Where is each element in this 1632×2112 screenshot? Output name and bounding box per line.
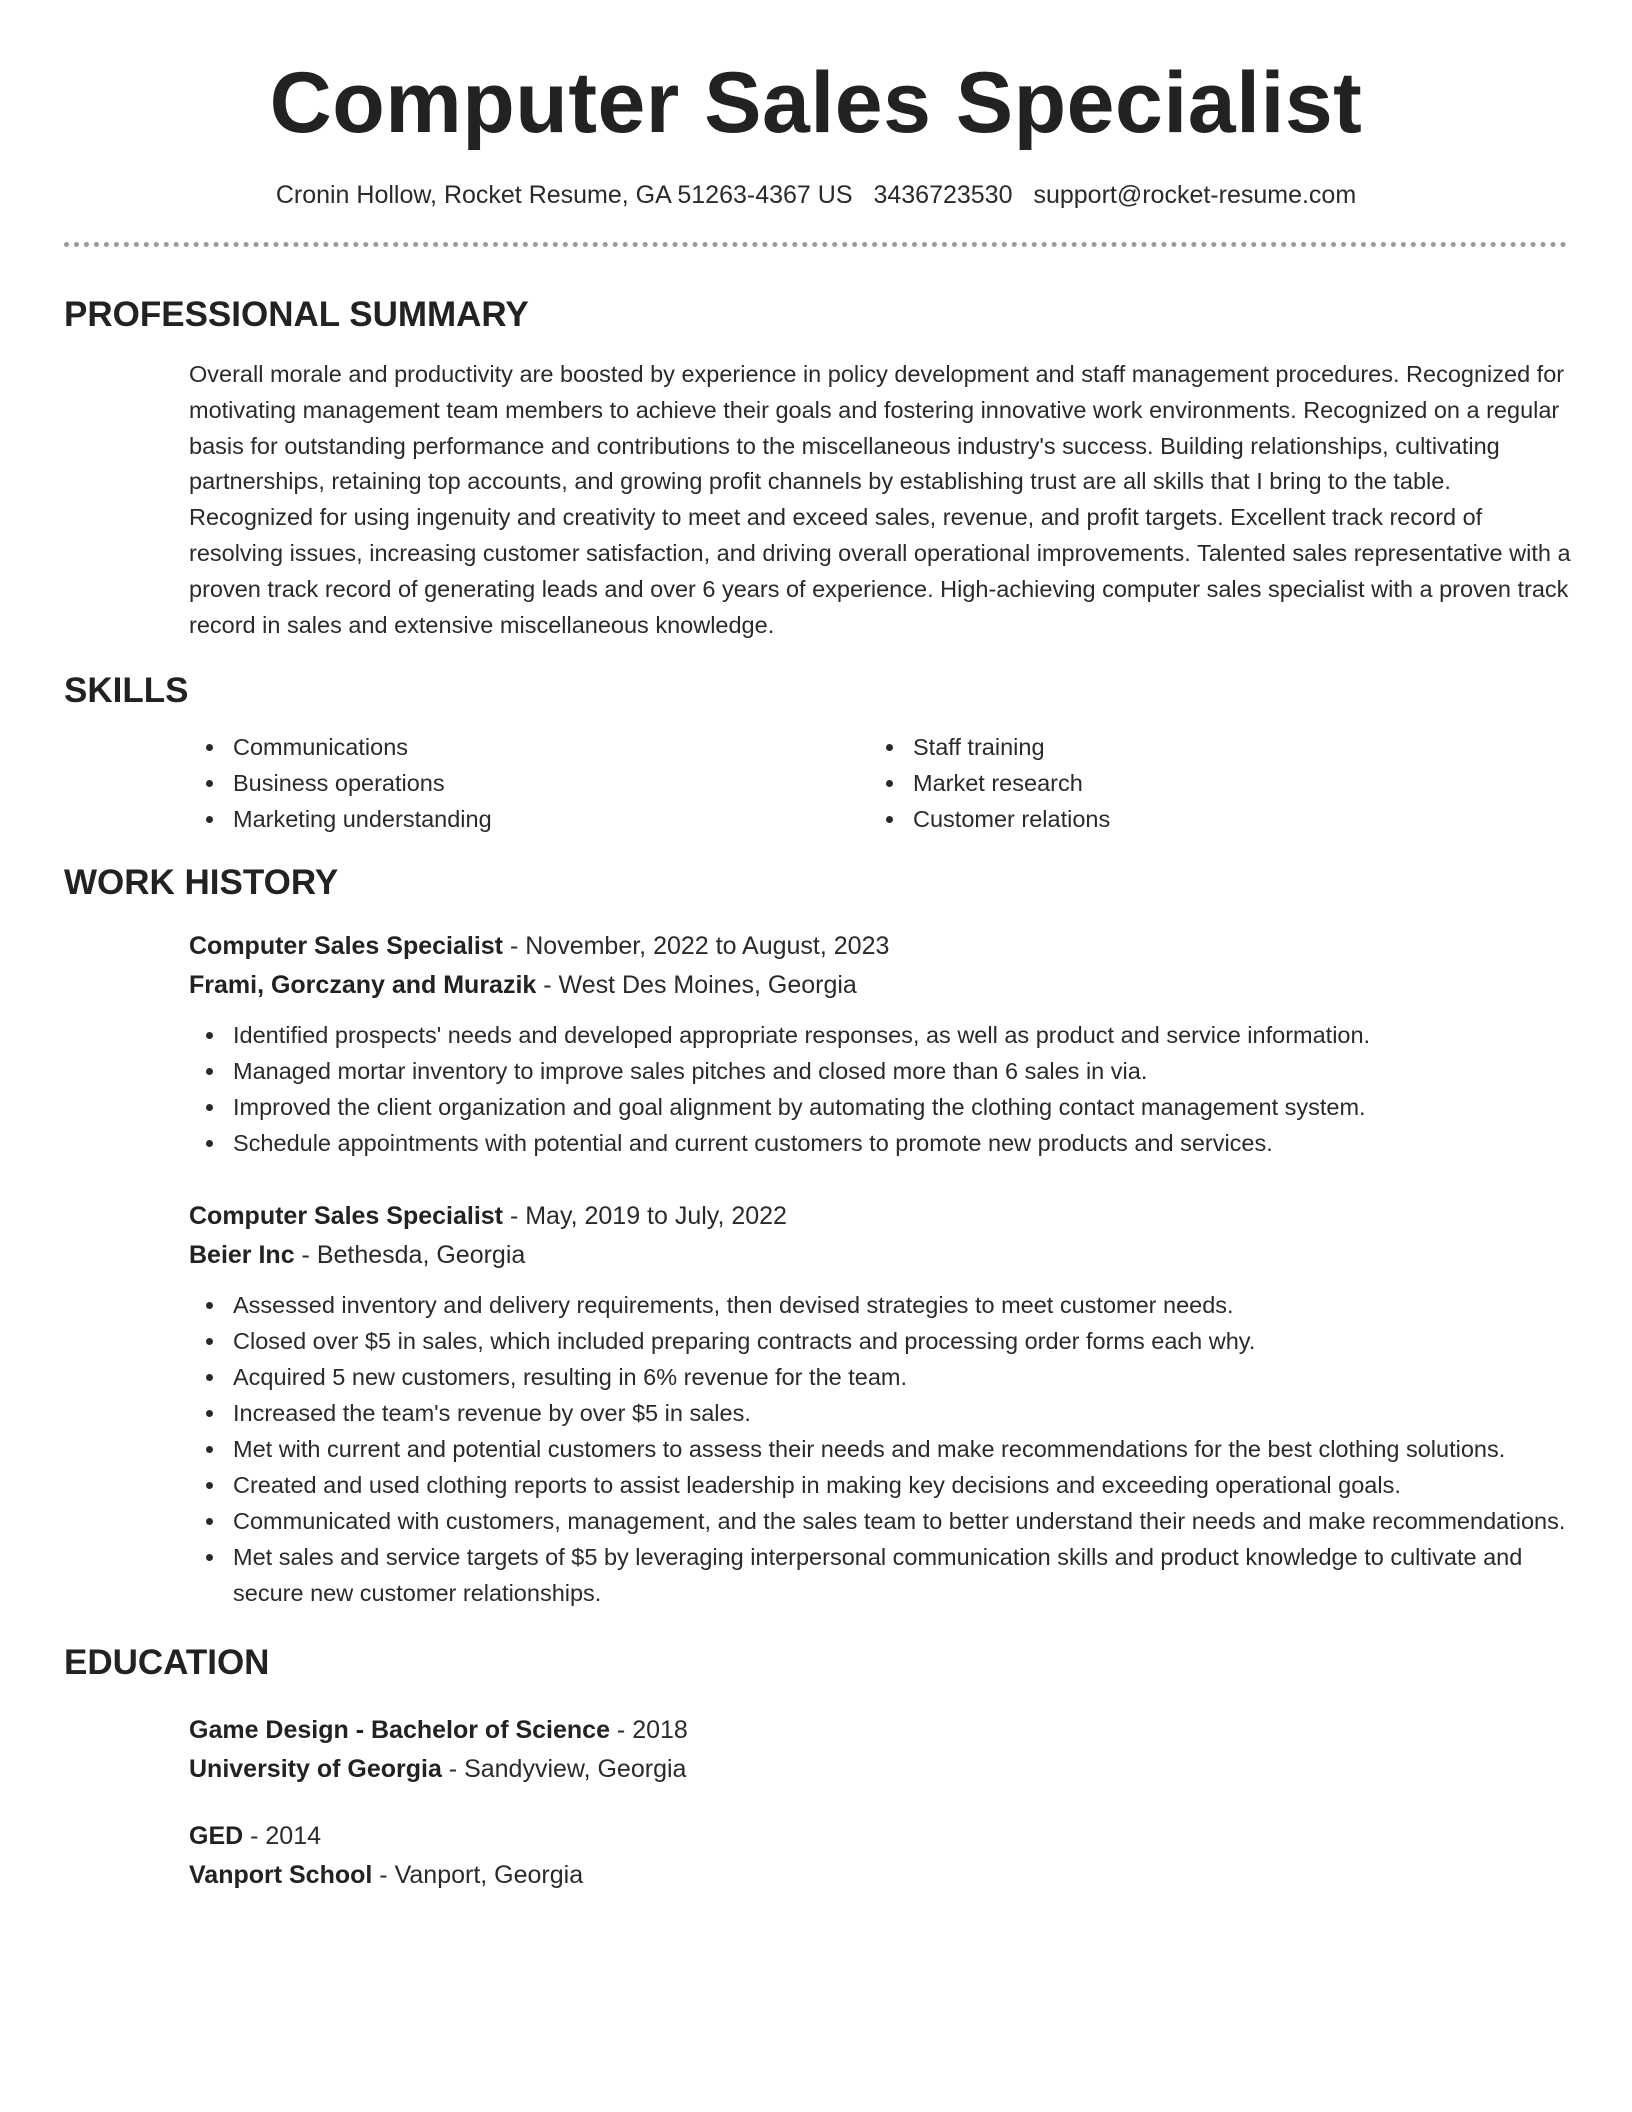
job-dates: - November, 2022 to August, 2023 xyxy=(503,932,890,961)
education-school: University of Georgia xyxy=(189,1755,442,1784)
job-bullet: Increased the team's revenue by over $5 in sales. xyxy=(189,1395,1579,1431)
education-entry xyxy=(189,1711,1568,1789)
job-company: Beier Inc xyxy=(189,1241,295,1270)
job-bullets xyxy=(189,1017,1579,1161)
education-degree-line xyxy=(189,1711,1568,1750)
skills-column-right xyxy=(869,729,1549,837)
job-bullet: Created and used clothing reports to assist leadership in making key decisions and exceeding operational goals. xyxy=(189,1467,1579,1503)
work-history-heading: WORK HISTORY xyxy=(64,863,339,903)
job-bullet: Improved the client organization and goal alignment by automating the clothing contact management system. xyxy=(189,1089,1579,1125)
job-bullet: Identified prospects' needs and developed appropriate responses, as well as product and service information. xyxy=(189,1017,1579,1053)
contact-address: Cronin Hollow, Rocket Resume, GA 51263-4367 US xyxy=(275,181,853,209)
summary-section xyxy=(64,293,1571,643)
job-role: Computer Sales Specialist xyxy=(189,932,504,961)
skills-list-left xyxy=(189,729,869,837)
job-location: - West Des Moines, Georgia xyxy=(536,971,857,1000)
job-bullet: Acquired 5 new customers, resulting in 6% revenue for the team. xyxy=(189,1359,1579,1395)
education-degree-line xyxy=(189,1817,1568,1856)
job-location: - Bethesda, Georgia xyxy=(294,1241,526,1270)
education-heading: EDUCATION xyxy=(64,1643,270,1683)
contact-email: support@rocket-resume.com xyxy=(1033,181,1357,209)
education-year: - 2014 xyxy=(243,1822,322,1851)
education-section xyxy=(64,1641,1568,1895)
job-company-line xyxy=(189,966,1579,1005)
skill-item: Market research xyxy=(869,765,1549,801)
skill-item: Business operations xyxy=(189,765,869,801)
job-title-line xyxy=(189,1197,1579,1236)
summary-heading: PROFESSIONAL SUMMARY xyxy=(64,295,529,334)
job-bullet: Assessed inventory and delivery requirements, then devised strategies to meet customer needs. xyxy=(189,1287,1579,1323)
education-location: - Sandyview, Georgia xyxy=(441,1755,687,1784)
summary-text: Overall morale and productivity are boosted by experience in policy development and staff management procedures. Recognized for motivating management team members to achieve their goals and fostering innovative work environments. Recognized on a regular basis for outstanding performance and contributions to the miscellaneous industry's success. Building relationships, cultivating partnerships, retaining top accounts, and growing profit channels by establishing trust are all skills that I bring to the table. Recognized for using ingenuity and creativity to meet and exceed sales, revenue, and profit targets. Excellent track record of resolving issues, increasing customer satisfaction, and driving overall operational improvements. Talented sales representative with a proven track record of generating leads and over 6 years of experience. High-achieving computer sales specialist with a proven track record in sales and extensive miscellaneous knowledge. xyxy=(189,361,1571,638)
education-degree: GED xyxy=(189,1822,244,1851)
skills-grid xyxy=(189,729,1569,837)
education-location: - Vanport, Georgia xyxy=(372,1861,584,1890)
job-bullet: Communicated with customers, management, and the sales team to better understand their needs and make recommendations. xyxy=(189,1503,1579,1539)
skills-section xyxy=(64,669,1568,837)
education-year: - 2018 xyxy=(609,1716,688,1745)
resume-name-title: Computer Sales Specialist xyxy=(269,55,1363,151)
skill-item: Customer relations xyxy=(869,801,1549,837)
job-bullet: Closed over $5 in sales, which included preparing contracts and processing order forms each why. xyxy=(189,1323,1579,1359)
job-entry xyxy=(189,1197,1579,1611)
job-bullets xyxy=(189,1287,1579,1611)
education-entry xyxy=(189,1817,1568,1895)
education-degree: Game Design - Bachelor of Science xyxy=(189,1716,610,1745)
education-school: Vanport School xyxy=(189,1861,373,1890)
job-title-line xyxy=(189,927,1579,966)
job-bullet: Managed mortar inventory to improve sales pitches and closed more than 6 sales in via. xyxy=(189,1053,1579,1089)
job-bullet: Met with current and potential customers to assess their needs and make recommendations for the best clothing solutions. xyxy=(189,1431,1579,1467)
skill-item: Staff training xyxy=(869,729,1549,765)
work-history-section xyxy=(64,861,1568,1611)
contact-line xyxy=(64,178,1568,212)
skills-list-right xyxy=(869,729,1549,837)
job-dates: - May, 2019 to July, 2022 xyxy=(503,1202,787,1231)
header-divider xyxy=(64,242,1567,247)
job-entry xyxy=(189,927,1579,1161)
job-bullet: Schedule appointments with potential and current customers to promote new products and services. xyxy=(189,1125,1579,1161)
skill-item: Communications xyxy=(189,729,869,765)
job-company: Frami, Gorczany and Murazik xyxy=(189,971,537,1000)
contact-phone: 3436723530 xyxy=(873,181,1013,209)
skills-heading: SKILLS xyxy=(64,671,189,711)
skill-item: Marketing understanding xyxy=(189,801,869,837)
education-school-line xyxy=(189,1750,1568,1789)
skills-column-left xyxy=(189,729,869,837)
job-role: Computer Sales Specialist xyxy=(189,1202,504,1231)
education-school-line xyxy=(189,1856,1568,1895)
job-bullet: Met sales and service targets of $5 by leveraging interpersonal communication skills and product knowledge to cultivate and secure new customer relationships. xyxy=(189,1539,1579,1611)
job-company-line xyxy=(189,1236,1579,1275)
